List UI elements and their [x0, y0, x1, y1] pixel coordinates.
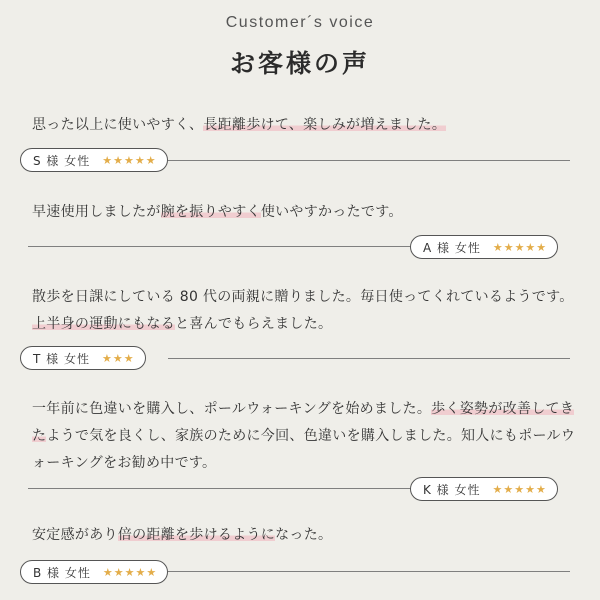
review-divider — [168, 358, 570, 359]
review-highlight: 腕を振りやすく — [160, 204, 261, 220]
review-text-segment: 散歩を日課にしている 80 代の両親に贈りました。毎日使ってくれているようです。 — [32, 289, 574, 305]
star-rating-icon: ★★★★★ — [492, 240, 548, 254]
review-text-segment: 使いやすかったです。 — [260, 204, 403, 220]
section-eyebrow: Customer´s voice — [225, 14, 375, 31]
review-divider — [28, 488, 418, 489]
review-text-segment: と喜んでもらえました。 — [175, 316, 333, 332]
review-highlight: 倍の距離を歩けるように — [117, 527, 276, 543]
review-text-segment: なった。 — [275, 527, 333, 543]
review-text-segment: ようで気を良くし、家族のために今回、色違いを購入しました。知人にもポールウォーキングをお勧め中です。 — [32, 428, 576, 471]
page-title: お客様の声 — [229, 49, 370, 78]
review-highlight: 長距離歩けて、楽しみが増えました。 — [203, 117, 447, 133]
star-rating-icon: ★★★ — [101, 351, 135, 365]
review-text-segment: 早速使用しましたが — [32, 204, 161, 220]
review-text-segment: 安定感があり — [32, 527, 118, 543]
star-rating-icon: ★★★★★ — [102, 565, 158, 579]
review-divider — [28, 246, 418, 247]
star-rating-icon: ★★★★★ — [492, 482, 547, 496]
reviewer-name: A 様 女性 — [423, 240, 481, 255]
review-text — [32, 284, 577, 338]
reviewer-name: T 様 女性 — [33, 351, 90, 366]
review-text — [32, 199, 577, 226]
review-text — [32, 112, 577, 139]
reviewer-badge — [20, 346, 146, 370]
reviewer-name: K 様 女性 — [423, 482, 481, 497]
reviewer-name: B 様 女性 — [33, 565, 91, 580]
review-divider — [168, 571, 570, 572]
reviewer-badge — [20, 560, 168, 584]
reviewer-badge — [20, 148, 168, 172]
reviewer-name: S 様 女性 — [33, 153, 91, 168]
review-text-segment: 思った以上に使いやすく、 — [32, 117, 204, 133]
review-text — [32, 522, 577, 549]
review-highlight: 歩く姿勢が改善してきた — [32, 401, 575, 444]
review-text — [32, 396, 577, 477]
review-divider — [168, 160, 570, 161]
reviewer-badge — [410, 235, 558, 259]
reviewer-badge — [410, 477, 558, 501]
review-text-segment: 一年前に色違いを購入し、ポールウォーキングを始めました。 — [32, 401, 432, 417]
review-highlight: 上半身の運動にもなる — [32, 316, 175, 332]
star-rating-icon: ★★★★★ — [102, 153, 157, 167]
